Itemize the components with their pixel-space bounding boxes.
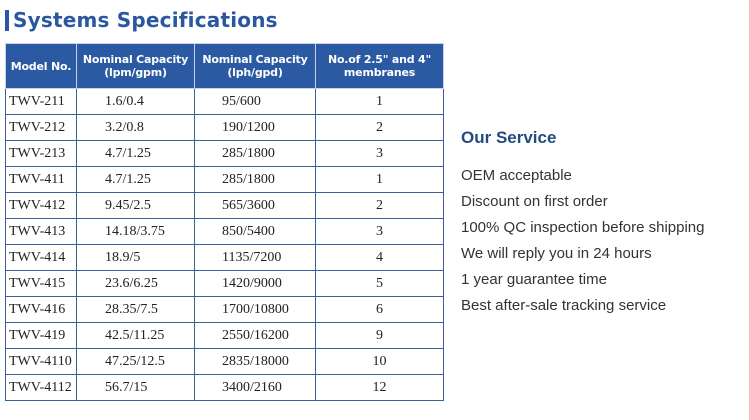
cell-membranes: 5 bbox=[316, 271, 444, 297]
our-service-section bbox=[461, 127, 705, 319]
cell-model-no: TWV-4110 bbox=[6, 349, 77, 375]
cell-capacity-lpm: 14.18/3.75 bbox=[77, 219, 195, 245]
cell-membranes: 1 bbox=[316, 89, 444, 115]
cell-membranes: 3 bbox=[316, 219, 444, 245]
cell-membranes: 3 bbox=[316, 141, 444, 167]
cell-model-no: TWV-414 bbox=[6, 245, 77, 271]
cell-capacity-lpm: 4.7/1.25 bbox=[77, 167, 195, 193]
cell-capacity-lph: 285/1800 bbox=[195, 167, 316, 193]
cell-capacity-lpm: 28.35/7.5 bbox=[77, 297, 195, 323]
cell-membranes: 2 bbox=[316, 193, 444, 219]
cell-model-no: TWV-4112 bbox=[6, 375, 77, 401]
service-item: Best after-sale tracking service bbox=[461, 297, 667, 314]
cell-membranes: 9 bbox=[316, 323, 444, 349]
service-list bbox=[461, 163, 705, 319]
service-item: 1 year guarantee time bbox=[461, 271, 607, 288]
cell-model-no: TWV-211 bbox=[6, 89, 77, 115]
cell-model-no: TWV-411 bbox=[6, 167, 77, 193]
cell-capacity-lpm: 1.6/0.4 bbox=[77, 89, 195, 115]
our-service-title: Our Service bbox=[461, 128, 557, 147]
cell-membranes: 2 bbox=[316, 115, 444, 141]
cell-membranes: 6 bbox=[316, 297, 444, 323]
table-row bbox=[6, 245, 444, 271]
cell-capacity-lph: 2550/16200 bbox=[195, 323, 316, 349]
cell-capacity-lph: 190/1200 bbox=[195, 115, 316, 141]
table-row bbox=[6, 115, 444, 141]
cell-model-no: TWV-413 bbox=[6, 219, 77, 245]
table-row bbox=[6, 89, 444, 115]
specifications-title bbox=[5, 6, 278, 34]
table-header-row bbox=[6, 44, 444, 89]
header-nominal-capacity-lph: Nominal Capacity (lph/gpd) bbox=[195, 44, 316, 89]
table-body bbox=[6, 89, 444, 401]
cell-membranes: 10 bbox=[316, 349, 444, 375]
cell-capacity-lph: 95/600 bbox=[195, 89, 316, 115]
cell-capacity-lpm: 9.45/2.5 bbox=[77, 193, 195, 219]
table-row bbox=[6, 349, 444, 375]
table-row bbox=[6, 271, 444, 297]
cell-capacity-lpm: 42.5/11.25 bbox=[77, 323, 195, 349]
cell-model-no: TWV-419 bbox=[6, 323, 77, 349]
table-row bbox=[6, 297, 444, 323]
header-nominal-capacity-lpm: Nominal Capacity (lpm/gpm) bbox=[77, 44, 195, 89]
cell-membranes: 4 bbox=[316, 245, 444, 271]
service-item: OEM acceptable bbox=[461, 167, 572, 184]
table-row bbox=[6, 375, 444, 401]
cell-model-no: TWV-212 bbox=[6, 115, 77, 141]
cell-capacity-lpm: 23.6/6.25 bbox=[77, 271, 195, 297]
cell-capacity-lph: 2835/18000 bbox=[195, 349, 316, 375]
cell-capacity-lph: 850/5400 bbox=[195, 219, 316, 245]
cell-model-no: TWV-213 bbox=[6, 141, 77, 167]
table-row bbox=[6, 193, 444, 219]
table-row bbox=[6, 323, 444, 349]
cell-model-no: TWV-416 bbox=[6, 297, 77, 323]
cell-model-no: TWV-412 bbox=[6, 193, 77, 219]
cell-model-no: TWV-415 bbox=[6, 271, 77, 297]
service-item: 100% QC inspection before shipping bbox=[461, 219, 705, 236]
table-row bbox=[6, 219, 444, 245]
cell-capacity-lph: 1700/10800 bbox=[195, 297, 316, 323]
cell-capacity-lpm: 4.7/1.25 bbox=[77, 141, 195, 167]
cell-membranes: 12 bbox=[316, 375, 444, 401]
service-item: We will reply you in 24 hours bbox=[461, 245, 652, 262]
cell-capacity-lpm: 18.9/5 bbox=[77, 245, 195, 271]
cell-capacity-lpm: 56.7/15 bbox=[77, 375, 195, 401]
cell-capacity-lph: 1135/7200 bbox=[195, 245, 316, 271]
cell-capacity-lph: 1420/9000 bbox=[195, 271, 316, 297]
cell-capacity-lpm: 47.25/12.5 bbox=[77, 349, 195, 375]
table-row bbox=[6, 167, 444, 193]
table-row bbox=[6, 141, 444, 167]
header-membranes-count: No.of 2.5" and 4" membranes bbox=[316, 44, 444, 89]
title-accent-bar bbox=[5, 10, 9, 31]
cell-capacity-lph: 565/3600 bbox=[195, 193, 316, 219]
service-item: Discount on first order bbox=[461, 193, 608, 210]
specifications-title-text: Systems Specifications bbox=[13, 8, 278, 32]
header-model-no: Model No. bbox=[6, 44, 77, 89]
specifications-table bbox=[5, 43, 444, 401]
cell-capacity-lph: 285/1800 bbox=[195, 141, 316, 167]
cell-capacity-lph: 3400/2160 bbox=[195, 375, 316, 401]
cell-membranes: 1 bbox=[316, 167, 444, 193]
cell-capacity-lpm: 3.2/0.8 bbox=[77, 115, 195, 141]
